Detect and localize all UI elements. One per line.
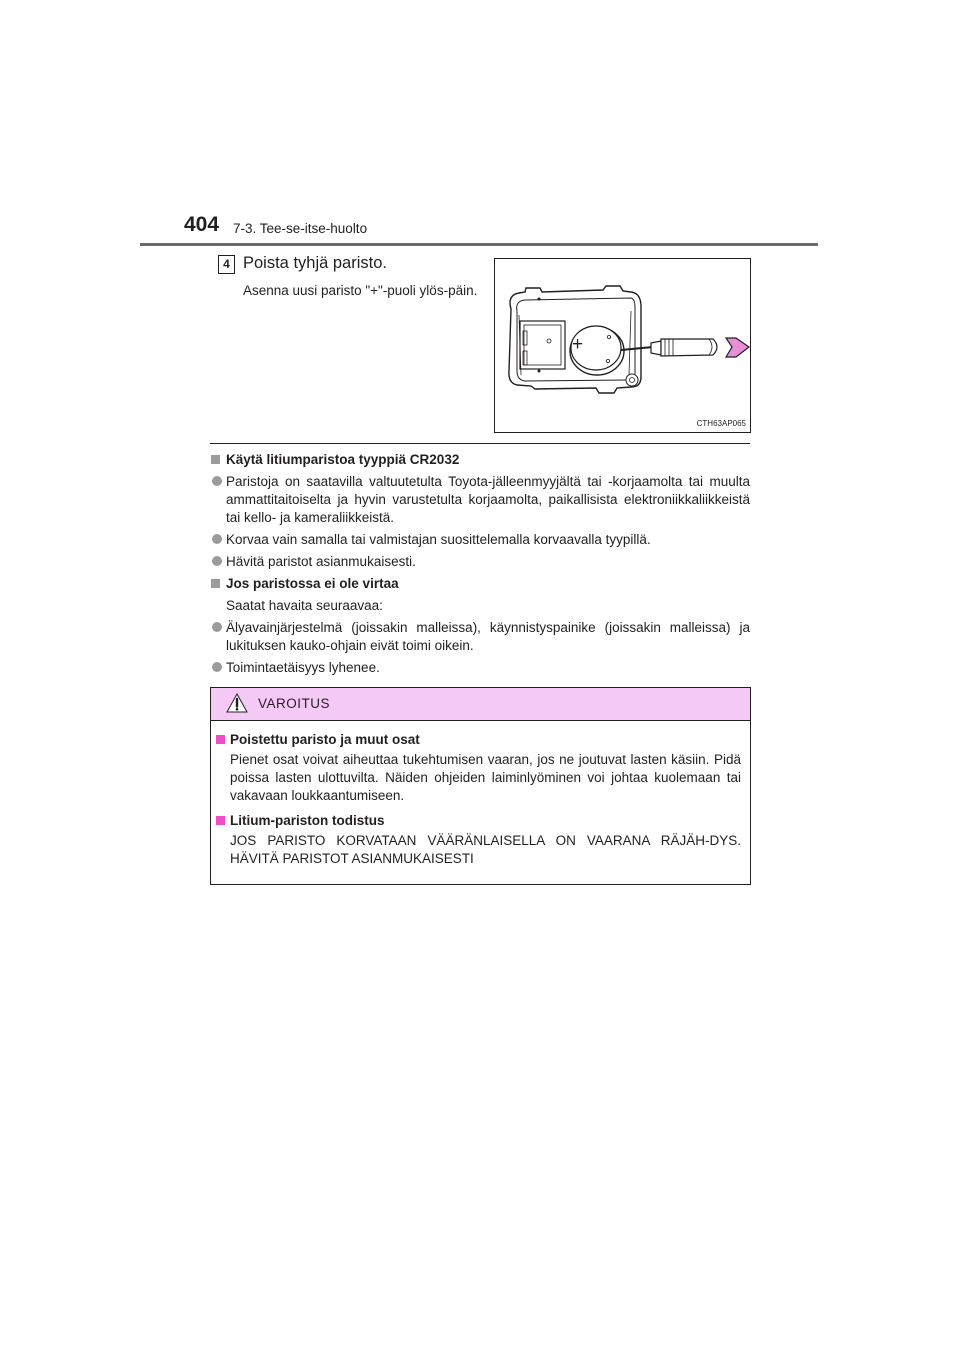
circle-bullet-icon	[212, 556, 222, 566]
section-intro: Saatat havaita seuraavaa:	[226, 598, 383, 613]
list-item: Hävitä paristot asianmukaisesti.	[210, 553, 750, 571]
warning-item-heading: Litium-pariston todistus	[215, 812, 741, 830]
section-heading: Jos paristossa ei ole virtaa	[210, 575, 750, 593]
header-rule	[140, 243, 818, 246]
square-bullet-icon	[211, 455, 220, 464]
warning-box	[210, 687, 751, 885]
battery-figure	[494, 258, 751, 433]
section-title: 7-3. Tee-se-itse-huolto	[233, 221, 368, 236]
list-item: Paristoja on saatavilla valtuutetulta Toyota-jälleenmyyjältä tai -korjaamolta tai muulta ammattitaitoiselta ja hyvin varustetulta korjaamolta, paikallisista elektroniikkaliikkeistä tai kello- ja kameraliikkeistä.	[210, 473, 750, 527]
square-bullet-icon	[211, 579, 220, 588]
step-description: Asenna uusi paristo "+"-puoli ylös-päin.	[243, 283, 478, 298]
list-item: Toimintaetäisyys lyhenee.	[210, 659, 750, 677]
list-item: Älyavainjärjestelmä (joissakin malleissa), käynnistyspainike (joissakin malleissa) ja lukituksen kauko-ohjain eivät toimi oikein.	[210, 619, 750, 655]
warning-item-heading: Poistettu paristo ja muut osat	[215, 731, 741, 749]
circle-bullet-icon	[212, 476, 222, 486]
section-heading: Käytä litiumparistoa tyyppiä CR2032	[210, 451, 750, 469]
content	[210, 451, 750, 681]
circle-bullet-icon	[212, 534, 222, 544]
square-bullet-icon	[216, 816, 225, 825]
list-item: Korvaa vain samalla tai valmistajan suosittelemalla korvaavalla tyypillä.	[210, 531, 750, 549]
step-title: Poista tyhjä paristo.	[243, 254, 387, 272]
warning-header	[211, 688, 750, 721]
warning-title: VAROITUS	[258, 696, 331, 711]
content-rule	[210, 443, 750, 444]
arrow-right-icon	[726, 338, 749, 357]
circle-bullet-icon	[212, 622, 222, 632]
key-fob-illustration	[495, 259, 750, 432]
plus-sign: +	[572, 334, 584, 355]
step-number-badge: 4	[218, 255, 235, 274]
circle-bullet-icon	[212, 662, 222, 672]
page-number: 404	[184, 213, 220, 236]
figure-code: CTH63AP065	[696, 419, 746, 428]
warning-item-text: JOS PARISTO KORVATAAN VÄÄRÄNLAISELLA ON VAARANA RÄJÄH-DYS. HÄVITÄ PARISTOT ASIANMUKAISESTI	[230, 833, 741, 866]
warning-triangle-icon	[226, 692, 248, 714]
square-bullet-icon	[216, 735, 225, 744]
warning-item-text: Pienet osat voivat aiheuttaa tukehtumisen vaaran, jos ne joutuvat lasten käsiin. Pidä poissa lasten ulottuvilta. Näiden ohjeiden laiminlyöminen voi johtaa kuolemaan tai vakavaan loukkaantumiseen.	[230, 752, 741, 803]
warning-body	[211, 721, 750, 868]
